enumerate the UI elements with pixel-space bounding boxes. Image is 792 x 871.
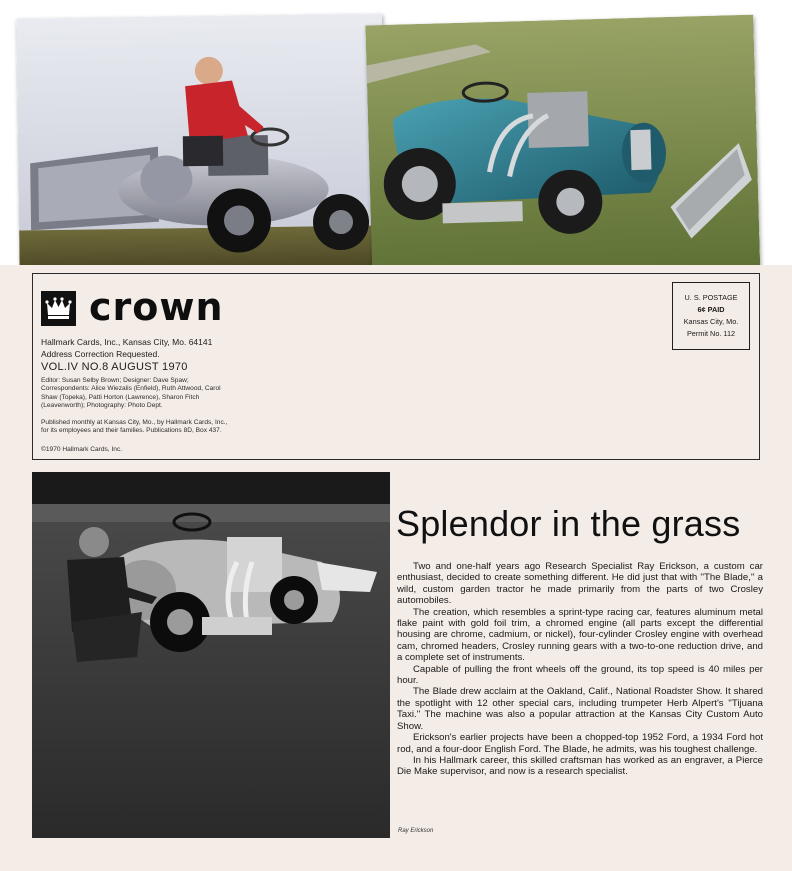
blue-garden-tractor-photo [365,15,760,293]
ray-erickson-tractor-photo [32,472,390,838]
article-paragraph: The creation, which resembles a sprint-type racing car, features aluminum metal flake paint with gold foil trim, a chromed engine (all parts except the differential housing are chrome, cadmium, or nickel), four-cylinder Crosley engine with overhead cam, chromed headers, Crosley running gears with a two-to-one reduction drive, and a complete set of instruments. [397,606,763,664]
publication-info: Published monthly at Kansas City, Mo., by Hallmark Cards, Inc., for its employees and their families. Publications 8D, Box 437. [41,419,228,435]
copyright-notice: ©1970 Hallmark Cards, Inc. [41,446,123,453]
article-paragraph: In his Hallmark career, this skilled craftsman has worked as an engraver, a Pierce Die Make supervisor, and now is a research specialist. [397,754,763,778]
address-line: Hallmark Cards, Inc., Kansas City, Mo. 64141 [41,337,213,347]
article-body [397,561,763,778]
article-headline: Splendor in the grass [396,503,741,544]
article-paragraph: Capable of pulling the front wheels off the ground, its top speed is 40 miles per hour. [397,663,763,687]
postage-indicia [672,282,750,350]
photo-blue-tractor [365,15,760,293]
man-with-garden-tractor-photo [16,13,386,286]
magazine-page [0,265,792,871]
article-paragraph: The Blade drew acclaim at the Oakland, Calif., National Roadster Show. It shared the spotlight with 12 other special cars, including trumpeter Herb Alpert's ''Tijuana Taxi.'' The machine was also a popular attraction at the Kansas City Custom Auto Show. [397,686,763,732]
photo-ray-erickson [32,472,390,838]
article-paragraph: Two and one-half years ago Research Specialist Ray Erickson, a custom car enthusiast, decided to create something different. He did just that with ''The Blade,'' a wild, custom garden tractor he made primarily from the parts of two Crosley automobiles. [397,561,763,607]
mailing-panel [32,273,760,460]
issue-number: VOL.IV NO.8 AUGUST 1970 [41,361,188,373]
postage-city: Kansas City, Mo. [683,317,739,326]
staff-credits: Editor: Susan Selby Brown; Designer: Dave Spaw; Correspondents: Alice Wiezalis (Enfield), Ruth Attwood, Carol Shaw (Topeka), Patti Horton (Lawrence), Sharon Fitch (Leavenworth); Photography: Photo Dept. [41,377,221,410]
photo-man-with-tractor [16,13,386,286]
photo-caption: Ray Erickson [398,828,434,834]
postage-line-1: U. S. POSTAGE [684,293,738,302]
crown-wordmark: crown [89,285,224,329]
article-paragraph: Erickson's earlier projects have been a chopped-top 1952 Ford, a 1934 Ford hot rod, and a four-door English Ford. The Blade, he admits, was his toughest challenge. [397,732,763,755]
postage-paid: 6¢ PAID [697,305,725,314]
address-correction: Address Correction Requested. [41,349,160,359]
crown-logo [41,285,224,329]
crown-icon [41,291,76,326]
postage-permit: Permit No. 112 [686,329,736,338]
